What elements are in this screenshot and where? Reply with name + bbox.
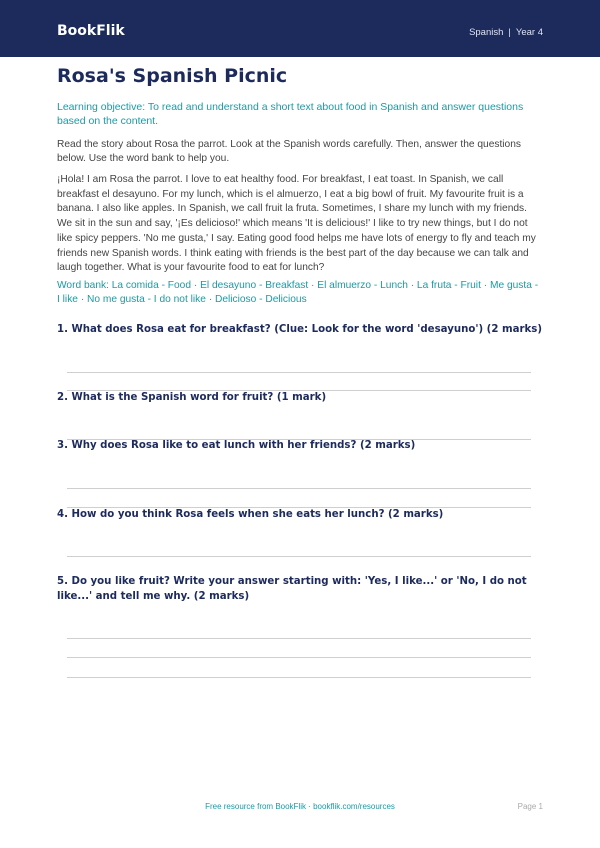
year-label: Year 4 bbox=[515, 27, 543, 38]
answer-line[interactable] bbox=[67, 638, 531, 639]
learning-objective: Learning objective: To read and understand a short text about food in Spanish and answer questions based on the content. bbox=[57, 101, 524, 127]
answer-line[interactable] bbox=[67, 657, 531, 658]
page-number: Page 1 bbox=[517, 802, 543, 811]
footer-resource-link[interactable]: Free resource from BookFlik · bookflik.com/resources bbox=[205, 802, 395, 811]
subject-year-label bbox=[469, 27, 543, 38]
story-text: ¡Hola! I am Rosa the parrot. I love to eat healthy food. For breakfast, I eat toast. In Spanish, we call breakfast el desayuno. For my lunch, which is el almuerzo, I eat a big bowl of fruit. My favourite fruit is a banana. I also like apples. In Spanish, we call fruit la fruta. Sometimes, I share my lunch with my friends. We sit in the sun and say, '¡Es delicioso!' which means 'It is delicious!' I like to try new things, but I do not like spicy peppers. 'No me gusta,' I say. Eating good food helps me have lots of energy to fly and teach my friends new Spanish words. I think eating with friends is the best part of the day because we can talk and laugh together. What is your favourite food to eat for lunch? bbox=[57, 174, 536, 274]
word-bank: Word bank: La comida - Food · El desayuno - Breakfast · El almuerzo - Lunch · La fruta - Fruit · Me gusta - I like · No me gusta - I do not like · Delicioso - Delicious bbox=[57, 280, 539, 305]
header-bar bbox=[0, 0, 600, 57]
subject-label: Spanish bbox=[469, 27, 504, 38]
answer-line[interactable] bbox=[67, 488, 531, 489]
answer-line[interactable] bbox=[67, 677, 531, 678]
brand-logo-text: BookFlik bbox=[57, 23, 125, 39]
question-1: 1. What does Rosa eat for breakfast? (Clue: Look for the word 'desayuno') (2 marks) bbox=[57, 324, 542, 335]
meta-separator: | bbox=[508, 27, 511, 38]
instructions-text: Read the story about Rosa the parrot. Look at the Spanish words carefully. Then, answer the questions below. Use the word bank to help you. bbox=[57, 139, 521, 164]
question-3: 3. Why does Rosa like to eat lunch with her friends? (2 marks) bbox=[57, 440, 416, 451]
question-2: 2. What is the Spanish word for fruit? (1 mark) bbox=[57, 392, 327, 403]
question-4: 4. How do you think Rosa feels when she eats her lunch? (2 marks) bbox=[57, 509, 444, 520]
answer-line[interactable] bbox=[67, 372, 531, 373]
question-5: 5. Do you like fruit? Write your answer starting with: 'Yes, I like...' or 'No, I do not like...' and tell me why. (2 marks) bbox=[57, 576, 527, 602]
answer-line[interactable] bbox=[67, 556, 531, 557]
worksheet-title: Rosa's Spanish Picnic bbox=[57, 65, 288, 87]
